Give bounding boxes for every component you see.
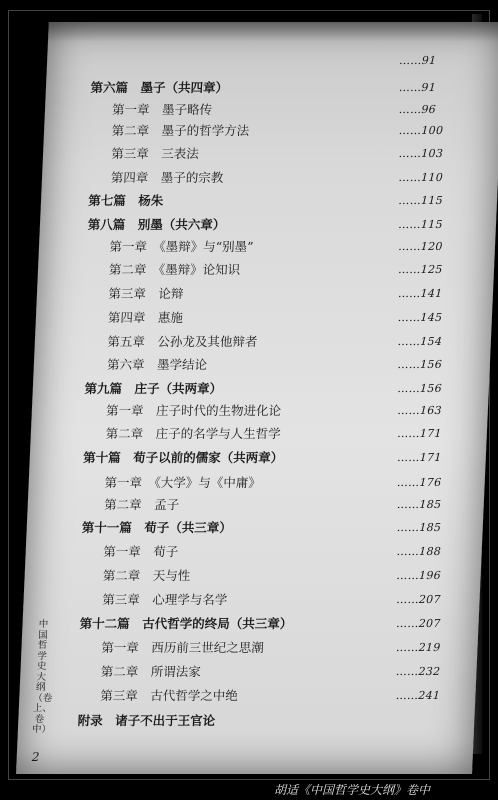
toc-entry	[27, 494, 484, 516]
page-ref: ……96	[398, 103, 437, 116]
page-ref: ……171	[396, 451, 442, 464]
page-ref: ……91	[398, 81, 437, 94]
chapter-title: 第一章 庄子时代的生物进化论	[105, 403, 282, 418]
page-ref: ……91	[398, 54, 437, 67]
page-ref: ……241	[395, 689, 441, 702]
page-ref: ……176	[396, 476, 442, 489]
toc-entry	[18, 710, 475, 732]
page-ref: ……154	[397, 335, 443, 348]
chapter-title: 第一章 《墨辩》与“别墨”	[109, 239, 254, 254]
page-ref: ……219	[395, 641, 441, 654]
page-number: 2	[31, 750, 40, 764]
chapter-title: 第三章 论辩	[108, 286, 184, 301]
toc-entry	[35, 307, 492, 329]
chapter-title: 第一章 西历前三世纪之思潮	[100, 640, 265, 655]
book-page	[16, 22, 498, 774]
chapter-title: 第六章 墨学结论	[106, 357, 208, 372]
chapter-title: 第三章 古代哲学之中绝	[99, 688, 239, 703]
page-ref: ……100	[398, 124, 444, 137]
part-title: 第十一篇 荀子（共三章）	[81, 520, 233, 535]
page-ref: ……125	[397, 263, 443, 276]
toc-entry	[23, 589, 480, 611]
chapter-title: 第一章 荀子	[102, 544, 179, 559]
page-ref: ……188	[396, 545, 442, 558]
chapter-title: 第三章 三表法	[110, 146, 200, 161]
toc-entry	[38, 259, 495, 281]
chapter-title: 第五章 公孙龙及其他辩者	[107, 334, 258, 349]
toc-entry	[28, 472, 485, 494]
toc-entry	[47, 50, 498, 72]
page-ref: ……171	[396, 427, 443, 440]
page-ref: ……120	[397, 240, 444, 253]
page-ref: ……196	[396, 569, 442, 582]
part-title: 第七篇 杨朱	[88, 193, 164, 208]
chapter-title: 第二章 《墨辩》论知识	[108, 262, 241, 277]
part-title: 第六篇 墨子（共四章）	[90, 80, 229, 95]
toc-entry	[45, 99, 498, 121]
page-ref: ……141	[397, 287, 443, 300]
toc-entry	[21, 637, 478, 659]
toc-entry	[25, 541, 482, 563]
toc-entry	[33, 354, 490, 376]
chapter-title: 第三章 心理学与名学	[101, 592, 228, 607]
part-title: 第十篇 荀子以前的儒家（共两章）	[82, 450, 284, 465]
page-ref: ……156	[397, 382, 443, 395]
page-ref: ……115	[398, 194, 444, 207]
page-ref: ……156	[397, 358, 443, 371]
toc-entry	[20, 661, 477, 683]
toc-entry	[44, 120, 498, 142]
toc-entry	[32, 378, 489, 400]
toc-entry	[34, 331, 491, 353]
page-ref: ……207	[395, 617, 441, 630]
toc-entry	[39, 214, 496, 236]
running-header: 中国哲学史大纲（卷上、卷中）	[31, 619, 53, 735]
page-ref: ……145	[397, 311, 443, 324]
part-title: 第八篇 别墨（共六章）	[87, 217, 226, 232]
image-caption: 胡适《中国哲学史大纲》卷中	[274, 783, 431, 797]
chapter-title: 第二章 所谓法家	[100, 664, 202, 679]
page-ref: ……115	[398, 218, 444, 231]
chapter-title: 第一章 《大学》与《中庸》	[104, 475, 262, 490]
toc-entry	[24, 565, 481, 587]
page-ref: ……110	[398, 171, 444, 184]
part-title: 第十二篇 古代哲学的终局（共三章）	[79, 616, 293, 631]
chapter-title: 第二章 孟子	[103, 497, 180, 512]
chapter-title: 第四章 惠施	[107, 310, 184, 325]
page-ref: ……185	[396, 498, 442, 511]
chapter-title: 第二章 庄子的名学与人生哲学	[105, 426, 282, 441]
toc-entry	[19, 685, 476, 707]
toc-entry	[36, 283, 493, 305]
toc-entry	[26, 517, 483, 539]
part-title: 第九篇 庄子（共两章）	[84, 381, 223, 396]
page-ref: ……163	[397, 404, 443, 417]
toc-entry	[43, 143, 498, 165]
toc-entry	[31, 400, 488, 422]
page-ref: ……232	[395, 665, 441, 678]
chapter-title: 第二章 天与性	[102, 568, 191, 583]
toc-entry	[29, 447, 486, 469]
chapter-title: 第二章 墨子的哲学方法	[111, 123, 250, 138]
page-ref: ……185	[396, 521, 442, 534]
page-ref: ……207	[396, 593, 442, 606]
part-title: 附录 诸子不出于王官论	[77, 713, 216, 728]
chapter-title: 第四章 墨子的宗教	[110, 170, 224, 185]
page-ref: ……103	[398, 147, 444, 160]
toc-entry	[45, 77, 498, 99]
chapter-title: 第一章 墨子略传	[111, 102, 213, 117]
toc-entry	[30, 423, 487, 445]
toc-entry	[41, 190, 498, 212]
toc-entry	[42, 167, 498, 189]
toc-entry	[39, 236, 496, 258]
toc-entry	[22, 613, 479, 635]
